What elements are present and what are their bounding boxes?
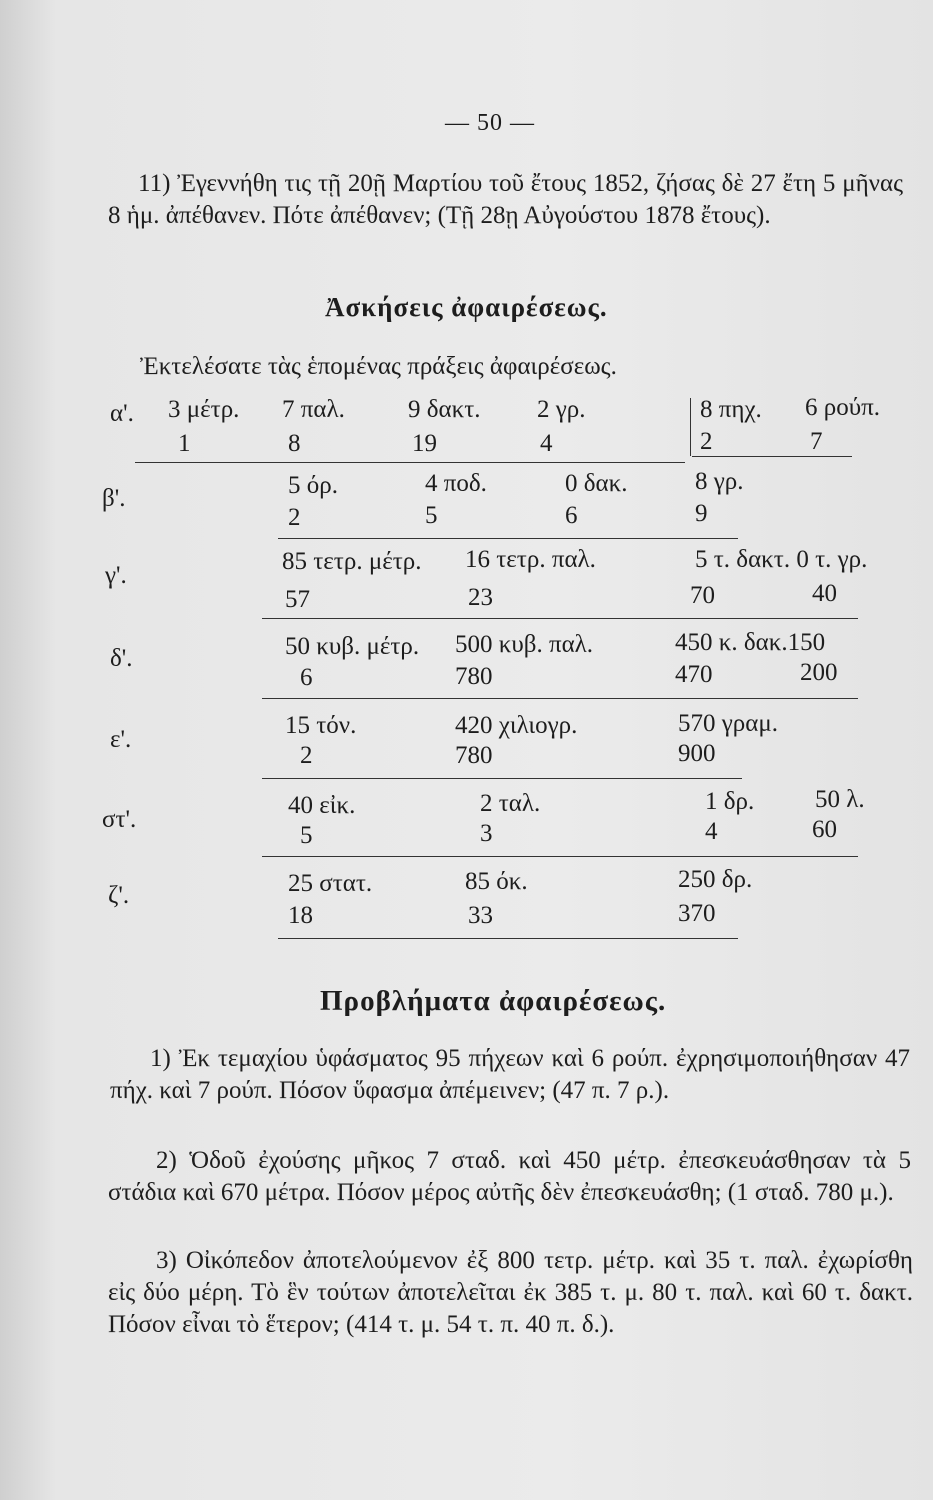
subtrahend-cell: 3 bbox=[480, 820, 493, 847]
minuend-cell: 500 κυβ. παλ. bbox=[455, 631, 594, 658]
minuend-cell: 85 τετρ. μέτρ. bbox=[282, 548, 422, 575]
problems-heading: Προβλήματα ἀφαιρέσεως. bbox=[320, 985, 667, 1017]
minuend-cell: 250 δρ. bbox=[678, 866, 753, 893]
minuend-cell: 4 ποδ. bbox=[425, 470, 487, 497]
subtrahend-cell: 5 bbox=[300, 822, 313, 849]
subtrahend-cell: 57 bbox=[285, 586, 310, 613]
minuend-cell: 15 τόν. bbox=[285, 712, 357, 739]
rule-line bbox=[692, 456, 852, 457]
subtrahend-cell: 7 bbox=[810, 428, 823, 455]
minuend-cell: 2 γρ. bbox=[537, 396, 586, 423]
subtrahend-cell: 4 bbox=[540, 430, 553, 457]
subtrahend-cell: 200 bbox=[800, 659, 838, 686]
subtrahend-cell: 40 bbox=[812, 580, 837, 607]
subtrahend-cell: 470 bbox=[675, 661, 713, 688]
minuend-cell: 9 δακτ. bbox=[408, 396, 481, 423]
minuend-cell: 8 γρ. bbox=[695, 468, 744, 495]
problem-item: 1) Ἐκ τεμαχίου ὑφάσματος 95 πήχεων καὶ 6 ρούπ. ἐχρησιμοποιήθησαν 47 πήχ. καὶ 7 ρούπ. Πόσον ὕφασμα ἀπέμεινεν; (47 π. 7 ρ.). bbox=[110, 1045, 910, 1104]
exercises-heading: Ἀσκήσεις ἀφαιρέσεως. bbox=[325, 292, 608, 322]
minuend-cell: 6 ρούπ. bbox=[805, 394, 880, 421]
minuend-cell: 7 παλ. bbox=[282, 396, 345, 423]
row-label: γ'. bbox=[105, 562, 127, 589]
row-label: ε'. bbox=[110, 726, 132, 753]
subtrahend-cell: 23 bbox=[468, 584, 493, 611]
minuend-cell: 25 στατ. bbox=[288, 870, 373, 897]
subtrahend-cell: 8 bbox=[288, 430, 301, 457]
minuend-cell: 3 μέτρ. bbox=[168, 396, 240, 423]
subtrahend-cell: 4 bbox=[705, 818, 718, 845]
subtrahend-cell: 60 bbox=[812, 816, 837, 843]
subtrahend-cell: 6 bbox=[565, 502, 578, 529]
minuend-cell: 420 χιλιογρ. bbox=[455, 712, 578, 739]
subtrahend-cell: 19 bbox=[412, 430, 437, 457]
rule-line bbox=[262, 698, 858, 699]
rule-line bbox=[262, 778, 742, 779]
page-number: — 50 — bbox=[445, 110, 535, 136]
problem-item: 3) Οἰκόπεδον ἀποτελούμενον ἐξ 800 τετρ. μέτρ. καὶ 35 τ. παλ. ἐχωρίσθη εἰς δύο μέρη. Τὸ ἓν τούτων ἀποτελεῖται ἐκ 385 τ. μ. 80 τ. παλ. καὶ 60 τ. δακτ. Πόσον εἶναι τὸ ἕτερον; (414 τ. μ. 54 τ. π. 40 π. δ.). bbox=[108, 1247, 913, 1338]
rule-line bbox=[262, 856, 858, 857]
exercises-instruction: Ἐκτελέσατε τὰς ἑπομένας πράξεις ἀφαιρέσεως. bbox=[140, 353, 617, 380]
subtrahend-cell: 70 bbox=[690, 582, 715, 609]
subtrahend-cell: 5 bbox=[425, 502, 438, 529]
rule-line bbox=[278, 938, 738, 939]
subtrahend-cell: 780 bbox=[455, 663, 493, 690]
minuend-cell: 50 κυβ. μέτρ. bbox=[285, 633, 420, 660]
column-divider bbox=[690, 398, 691, 456]
subtrahend-cell: 2 bbox=[300, 742, 313, 769]
row-label: β'. bbox=[102, 485, 126, 512]
row-label: ζ'. bbox=[108, 882, 130, 909]
subtrahend-cell: 2 bbox=[700, 428, 713, 455]
minuend-cell: 2 ταλ. bbox=[480, 790, 541, 817]
intro-problem: 11) Ἐγεννήθη τις τῇ 20ῇ Μαρτίου τοῦ ἔτους 1852, ζήσας δὲ 27 ἔτη 5 μῆνας 8 ἡμ. ἀπέθανεν. Πότε ἀπέθανεν; (Τῇ 28ῃ Αὐγούστου 1878 ἔτους). bbox=[108, 170, 903, 229]
minuend-cell: 5 όρ. bbox=[288, 472, 338, 499]
subtrahend-cell: 900 bbox=[678, 740, 716, 767]
minuend-cell: 570 γραμ. bbox=[678, 710, 779, 737]
minuend-cell: 50 λ. bbox=[815, 786, 865, 813]
subtrahend-cell: 1 bbox=[178, 430, 191, 457]
rule-line bbox=[135, 462, 685, 463]
row-label: στ'. bbox=[102, 806, 137, 833]
problem-item: 2) Ὁδοῦ ἐχούσης μῆκος 7 σταδ. καὶ 450 μέτρ. ἐπεσκευάσθησαν τὰ 5 στάδια καὶ 670 μέτρα. Πόσον μέρος αὐτῆς δὲν ἐπεσκευάσθη; (1 σταδ. 780 μ.). bbox=[108, 1147, 911, 1206]
subtrahend-cell: 780 bbox=[455, 742, 493, 769]
subtrahend-cell: 2 bbox=[288, 504, 301, 531]
subtrahend-cell: 9 bbox=[695, 500, 708, 527]
subtrahend-cell: 370 bbox=[678, 900, 716, 927]
subtrahend-cell: 18 bbox=[288, 902, 313, 929]
row-label: α'. bbox=[110, 400, 134, 427]
minuend-cell: 450 κ. δακ.150 bbox=[675, 629, 826, 656]
rule-line bbox=[262, 618, 858, 619]
minuend-cell: 0 δακ. bbox=[565, 470, 628, 497]
minuend-cell: 16 τετρ. παλ. bbox=[465, 546, 596, 573]
minuend-cell: 1 δρ. bbox=[705, 788, 755, 815]
subtrahend-cell: 6 bbox=[300, 664, 313, 691]
row-label: δ'. bbox=[110, 645, 133, 672]
subtrahend-cell: 33 bbox=[468, 902, 493, 929]
minuend-cell: 85 όκ. bbox=[465, 868, 528, 895]
minuend-cell: 8 πηχ. bbox=[700, 396, 762, 423]
rule-line bbox=[278, 538, 738, 539]
minuend-cell: 5 τ. δακτ. 0 τ. γρ. bbox=[695, 546, 868, 573]
minuend-cell: 40 εἰκ. bbox=[288, 792, 356, 819]
